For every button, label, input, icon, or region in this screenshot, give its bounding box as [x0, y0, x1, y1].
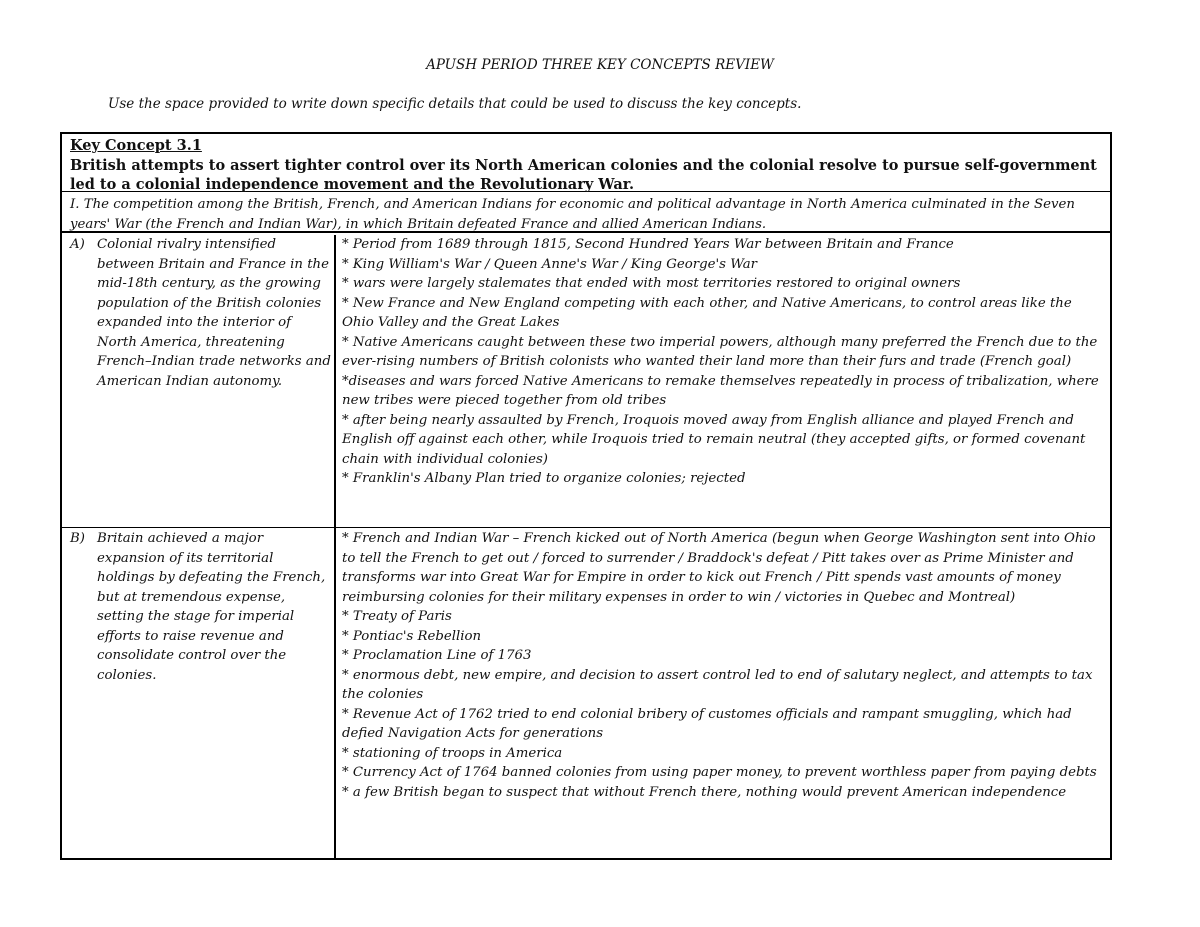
- row-b-concept: Britain achieved a major expansion of its territorial holdings by defeating the French, but at tremendous expense, setting the stage for imperial efforts to raise revenue and consolidate control over the colonies.: [97, 531, 326, 683]
- note-line: * French and Indian War – French kicked out of North America (begun when George Washington sent into Ohio to tell the French to get out / forced to surrender / Braddock's defeat / Pitt takes over as Prime Minister and transforms war into Great War for Empire in order to kick out French / Pitt spends vast amounts of money reimbursing colonies for their military expenses in order to win / victories in Quebec and Montreal): [342, 531, 1096, 605]
- concept-description: British attempts to assert tighter control over its North American colonies and the colonial resolve to pursue self-government led to a colonial independence movement and the Revolutionary War.: [70, 156, 1097, 193]
- concept-title: Key Concept 3.1: [70, 137, 202, 154]
- row-divider: [62, 527, 1110, 528]
- column-divider: [334, 235, 336, 858]
- note-line: * enormous debt, new empire, and decision to assert control led to end of salutary neglect, and attempts to tax the colonies: [342, 667, 1093, 702]
- row-a-notes-cell[interactable]: [342, 235, 1107, 489]
- note-line: * Native Americans caught between these two imperial powers, although many preferred the French due to the ever-rising numbers of British colonists who wanted their land more than their furs and trade (French goal): [342, 334, 1098, 369]
- key-concept-table: [60, 132, 1112, 860]
- row-b-concept-cell: [70, 529, 332, 685]
- note-line: * Period from 1689 through 1815, Second Hundred Years War between Britain and France: [342, 237, 954, 252]
- subconcept-statement: I. The competition among the British, French, and American Indians for economic and political advantage in North America culminated in the Seven years' War (the French and Indian War), in which Britain defeated France and allied American Indians.: [62, 193, 1110, 233]
- note-line: * a few British began to suspect that without French there, nothing would prevent American independence: [342, 784, 1067, 800]
- note-line: * Franklin's Albany Plan tried to organize colonies; rejected: [342, 471, 746, 486]
- note-line: * wars were largely stalemates that ended with most territories restored to original owners: [342, 276, 961, 291]
- note-line: * Revenue Act of 1762 tried to end colonial bribery of customes officials and rampant smuggling, which had defied Navigation Acts for generations: [342, 706, 1072, 741]
- note-line: * Treaty of Paris: [342, 609, 452, 624]
- row-a-concept-cell: [70, 235, 332, 391]
- note-line: *diseases and wars forced Native Americans to remake themselves repeatedly in process of tribalization, where new tribes were pieced together from old tribes: [342, 373, 1099, 408]
- note-line: * Pontiac's Rebellion: [342, 628, 482, 644]
- row-b-notes-cell[interactable]: [342, 529, 1107, 802]
- concept-header: [62, 134, 1110, 192]
- row-a-concept: Colonial rivalry intensified between Britain and France in the mid-18th century, as the growing population of the British colonies expanded into the interior of North America, threatening French–Indian trade networks and American Indian autonomy.: [97, 237, 331, 389]
- note-line: * New France and New England competing with each other, and Native Americans, to control areas like the Ohio Valley and the Great Lakes: [342, 295, 1072, 330]
- row-b-letter: B): [70, 531, 85, 546]
- page-title: APUSH PERIOD THREE KEY CONCEPTS REVIEW: [426, 57, 774, 73]
- note-line: * stationing of troops in America: [342, 745, 563, 761]
- note-line: * King William's War / Queen Anne's War / King George's War: [342, 256, 758, 272]
- note-line: * Proclamation Line of 1763: [342, 648, 532, 663]
- note-line: * Currency Act of 1764 banned colonies from using paper money, to prevent worthless paper from paying debts: [342, 765, 1097, 780]
- row-a-letter: A): [70, 237, 85, 252]
- instructions-text: Use the space provided to write down specific details that could be used to discuss the key concepts.: [108, 96, 802, 112]
- note-line: * after being nearly assaulted by French, Iroquois moved away from English alliance and played French and English off against each other, while Iroquois tried to remain neutral (they accepted gifts, or formed covenant chain with individual colonies): [342, 412, 1086, 467]
